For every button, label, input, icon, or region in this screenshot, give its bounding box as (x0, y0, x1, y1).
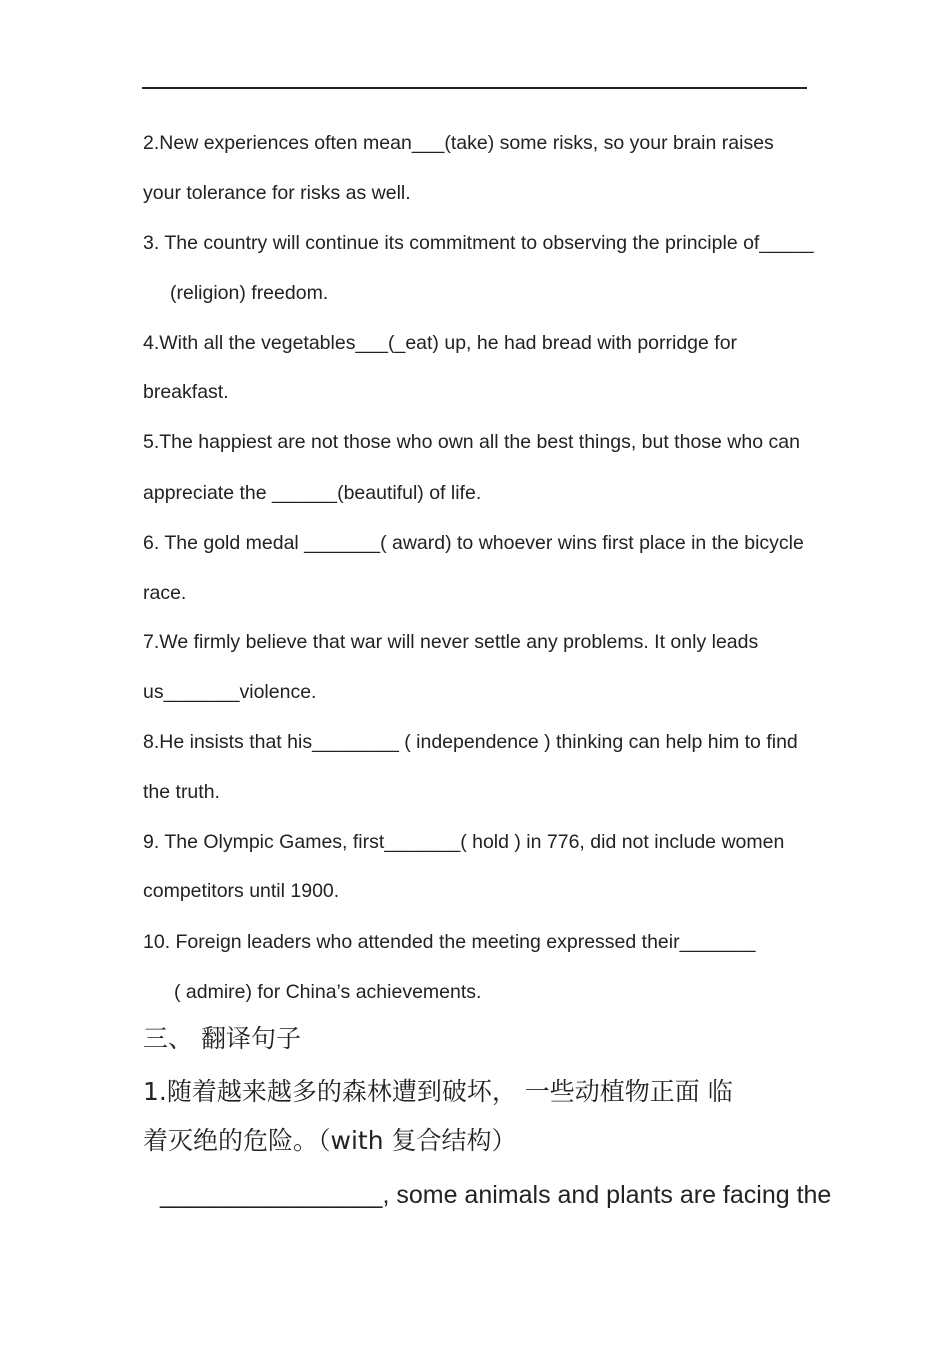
exercise-10-line-1: 10. Foreign leaders who attended the meeting expressed their_______ (143, 931, 756, 953)
exercise-4-line-1: 4.With all the vegetables___(_eat) up, he had bread with porridge for (143, 332, 738, 354)
exercise-9-line-1: 9. The Olympic Games, first_______( hold ) in 776, did not include women (143, 831, 785, 853)
translation-item-1-line-1: 1.随着越来越多的森林遭到破坏， 一些动植物正面 临 (143, 1077, 733, 1106)
translation-item-1-line-2: 着灭绝的危险。（with 复合结构） (143, 1126, 517, 1155)
exercise-3-line-2: (religion) freedom. (170, 282, 329, 304)
translation-item-1-answer: ________________, some animals and plants are facing the (160, 1181, 832, 1209)
section-heading-translation: 三、 翻译句子 (143, 1024, 301, 1053)
exercise-2-line-1: 2.New experiences often mean___(take) some risks, so your brain raises (143, 132, 774, 154)
exercise-8-line-2: the truth. (143, 781, 220, 803)
exercise-5-line-2: appreciate the ______(beautiful) of life. (143, 482, 482, 504)
exercise-2-line-2: your tolerance for risks as well. (143, 182, 411, 204)
exercise-7-line-2: us_______violence. (143, 681, 317, 703)
exercise-8-line-1: 8.He insists that his________ ( independence ) thinking can help him to find (143, 731, 798, 753)
exercise-9-line-2: competitors until 1900. (143, 880, 340, 902)
top-divider (142, 87, 807, 89)
exercise-6-line-2: race. (143, 582, 187, 604)
exercise-5-line-1: 5.The happiest are not those who own all the best things, but those who can (143, 431, 800, 453)
exercise-10-line-2: ( admire) for China’s achievements. (174, 981, 482, 1003)
exercise-4-line-2: breakfast. (143, 381, 229, 403)
exercise-3-line-1: 3. The country will continue its commitment to observing the principle of_____ (143, 232, 814, 254)
exercise-6-line-1: 6. The gold medal _______( award) to whoever wins first place in the bicycle (143, 532, 804, 554)
exercise-7-line-1: 7.We firmly believe that war will never settle any problems. It only leads (143, 631, 759, 653)
